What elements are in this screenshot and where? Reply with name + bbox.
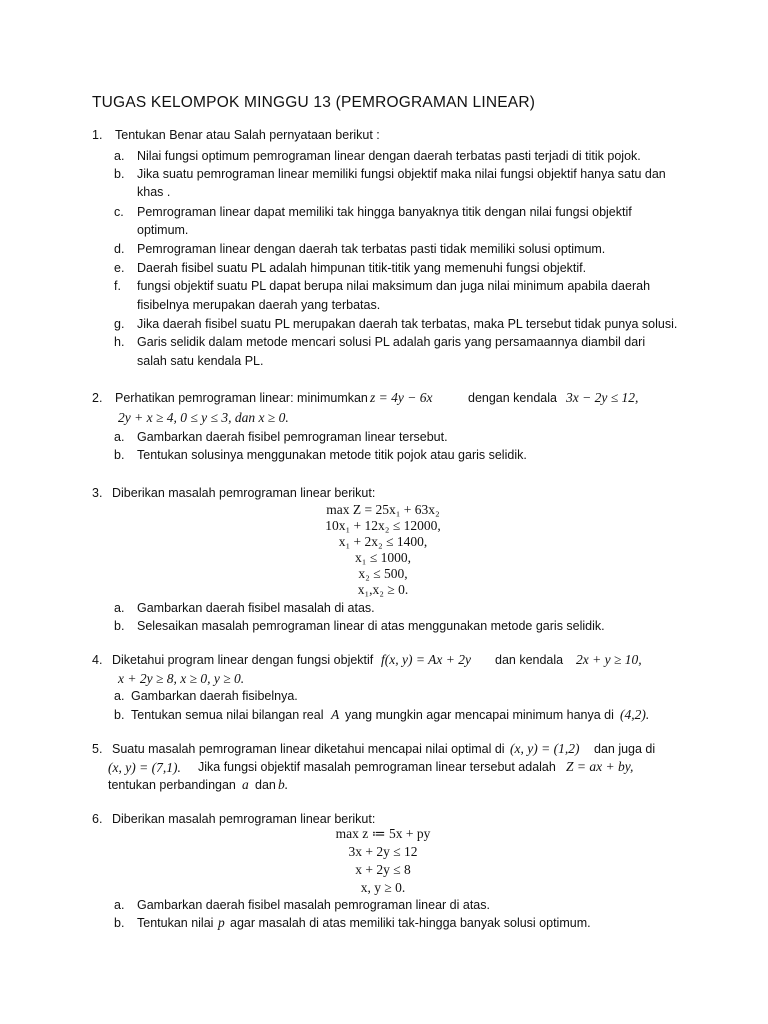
q3-equation: x₁ + 2x₂ ≤ 1400, [338,534,428,549]
q1-item-text: Daerah fisibel suatu PL adalah himpunan titik-titik yang memenuhi fungsi objektif. [137,261,587,275]
q2-item-label: a. [114,430,125,444]
q6-item-text: agar masalah di atas memiliki tak-hingga banyak solusi optimum. [230,916,591,930]
q4-item-label: b. [114,708,125,722]
q3-equation: x₁,x₂ ≥ 0. [357,582,409,597]
q5-number: 5. [92,742,103,756]
q4-point-math: (4,2). [620,707,650,722]
q1-item-text: optimum. [137,223,189,237]
q5-variable-math: b. [278,777,289,792]
q2-item-text: Tentukan solusinya menggunakan metode titik pojok atau garis selidik. [137,448,527,462]
q1-text: Tentukan Benar atau Salah pernyataan berikut : [115,128,380,142]
q2-number: 2. [92,391,103,405]
q2-constraints-math: 2y + x ≥ 4, 0 ≤ y ≤ 3, dan x ≥ 0. [118,410,289,425]
q5-text: dan [255,778,276,792]
q1-item-text: Nilai fungsi optimum pemrograman linear dengan daerah terbatas pasti terjadi di titik pojok. [137,149,641,163]
q1-item-text: Pemrograman linear dapat memiliki tak hingga banyaknya titik dengan nilai fungsi objektif [137,205,632,219]
q1-item-text: fungsi objektif suatu PL dapat berupa nilai maksimum dan juga nilai minimum apabila daerah [137,279,651,293]
q4-objective-math: f(x, y) = Ax + 2y [381,652,471,667]
q3-item-text: Selesaikan masalah pemrograman linear di atas menggunakan metode garis selidik. [137,619,605,633]
q2-text: dengan kendala [468,391,557,405]
q5-variable-math: a [242,777,249,792]
q6-equation: 3x + 2y ≤ 12 [348,844,418,859]
q1-item-label: b. [114,167,125,181]
q3-number: 3. [92,486,103,500]
q1-item-text: Garis selidik dalam metode mencari solusi PL adalah garis yang persamaannya diambil dari [137,335,646,349]
q4-variable-math: A [331,707,340,722]
q3-text: Diberikan masalah pemrograman linear berikut: [112,486,376,500]
q5-objective-math: Z = ax + by, [566,759,634,774]
q3-item-label: a. [114,601,125,615]
q6-item-label: a. [114,898,125,912]
q5-point-math: (x, y) = (7,1). [108,760,181,775]
q3-equation: x₁ ≤ 1000, [355,550,411,565]
q6-item-text: Tentukan nilai [137,916,214,930]
q1-item-label: e. [114,261,125,275]
q1-item-label: f. [114,279,121,293]
q2-constraint-math: 3x − 2y ≤ 12, [566,390,639,405]
q3-equation: 10x₁ + 12x₂ ≤ 12000, [325,518,441,533]
q2-item-label: b. [114,448,125,462]
q1-item-label: d. [114,242,125,256]
q2-objective-math: z = 4y − 6x [370,390,433,405]
q5-text: tentukan perbandingan [108,778,236,792]
q3-equation: x₂ ≤ 500, [358,566,408,581]
q5-text: Jika fungsi objektif masalah pemrograman linear tersebut adalah [198,760,556,774]
q4-text: Diketahui program linear dengan fungsi objektif [112,653,374,667]
q4-item-text: Tentukan semua nilai bilangan real [131,708,324,722]
q4-constraints-math: x + 2y ≥ 8, x ≥ 0, y ≥ 0. [118,671,245,686]
q1-item-text: Pemrograman linear dengan daerah tak terbatas pasti tidak memiliki solusi optimum. [137,242,606,256]
q1-item-text: salah satu kendala PL. [137,354,264,368]
q6-text: Diberikan masalah pemrograman linear berikut: [112,812,376,826]
q1-number: 1. [92,128,103,142]
q1-item-label: c. [114,205,124,219]
q6-item-label: b. [114,916,125,930]
page-title: TUGAS KELOMPOK MINGGU 13 (PEMROGRAMAN LINEAR) [92,94,536,111]
q6-item-text: Gambarkan daerah fisibel masalah pemrograman linear di atas. [137,898,490,912]
q4-item-label: a. [114,689,125,703]
q4-number: 4. [92,653,103,667]
q1-item-text: Jika suatu pemrograman linear memiliki fungsi objektif maka nilai fungsi objektif hanya satu dan [137,167,666,181]
q4-text: dan kendala [495,653,564,667]
q6-equation: x, y ≥ 0. [360,880,406,895]
q6-number: 6. [92,812,103,826]
q1-item-text: fisibelnya merupakan daerah yang terbatas. [137,298,381,312]
q1-item-label: a. [114,149,125,163]
q2-text: Perhatikan pemrograman linear: minimumkan [115,391,368,405]
q4-item-text: yang mungkin agar mencapai minimum hanya di [345,708,614,722]
q1-item-label: g. [114,317,125,331]
q6-equation: x + 2y ≤ 8 [355,862,411,877]
q3-equation: max Z = 25x₁ + 63x₂ [326,502,440,517]
q1-item-text: khas . [137,185,171,199]
q6-variable-math: p [218,915,225,930]
q5-text: Suatu masalah pemrograman linear diketahui mencapai nilai optimal di [112,742,505,756]
q2-item-text: Gambarkan daerah fisibel pemrograman linear tersebut. [137,430,448,444]
q4-item-text: Gambarkan daerah fisibelnya. [131,689,298,703]
q3-item-label: b. [114,619,125,633]
q3-item-text: Gambarkan daerah fisibel masalah di atas. [137,601,375,615]
q1-item-text: Jika daerah fisibel suatu PL merupakan daerah tak terbatas, maka PL tersebut tidak punya solusi. [137,317,678,331]
q5-text: dan juga di [594,742,656,756]
q6-equation: max z ≔ 5x + py [335,826,431,841]
q4-constraint-math: 2x + y ≥ 10, [576,652,642,667]
q5-point-math: (x, y) = (1,2) [510,741,580,756]
q1-item-label: h. [114,335,125,349]
